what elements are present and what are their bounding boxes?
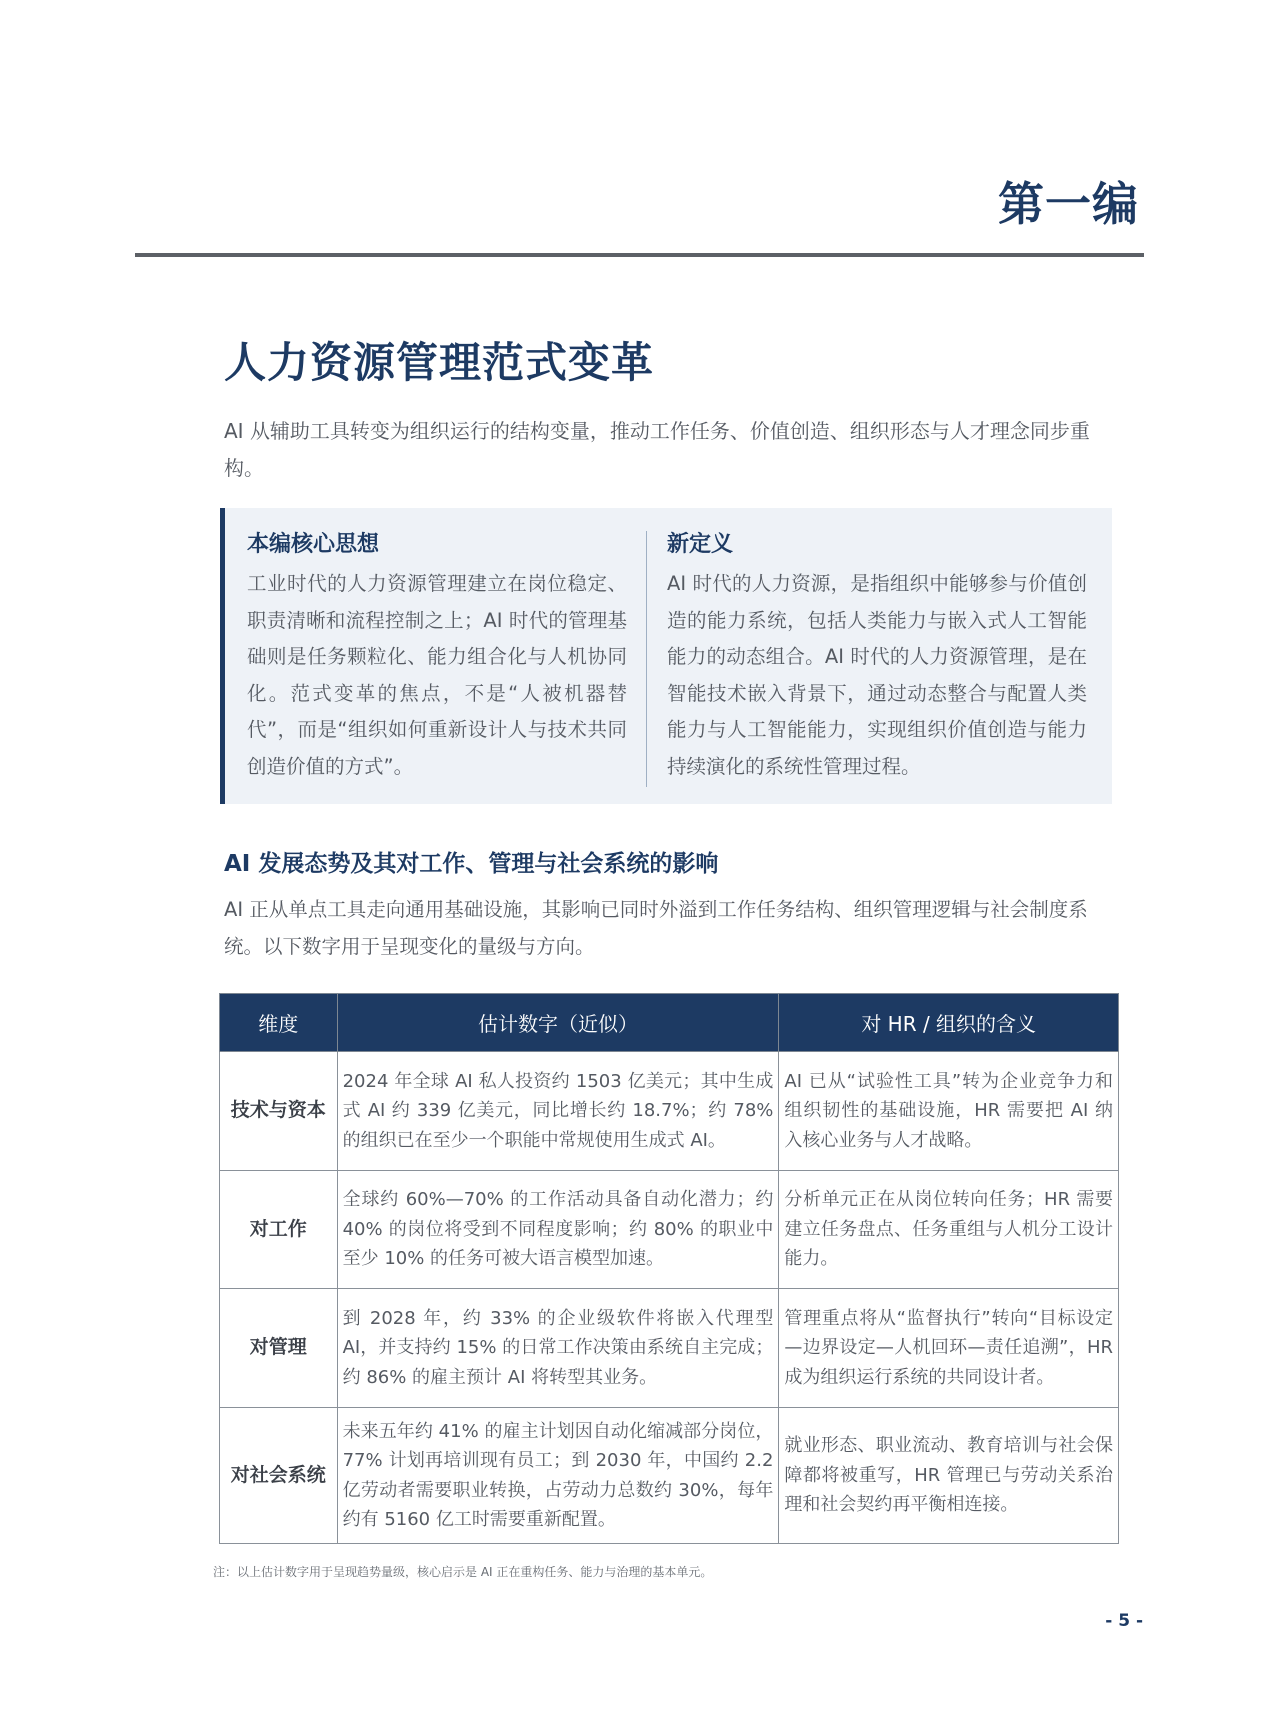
table-header-row — [220, 994, 1119, 1052]
page-number: - 5 - — [1105, 1611, 1143, 1631]
impact-table — [219, 993, 1119, 1544]
lead-paragraph: AI 从辅助工具转变为组织运行的结构变量，推动工作任务、价值创造、组织形态与人才理念同步重构。 — [224, 419, 1090, 480]
header-rule — [135, 253, 1144, 257]
table-note: 注：以上估计数字用于呈现趋势量级，核心启示是 AI 正在重构任务、能力与治理的基本单元。 — [213, 1565, 713, 1579]
section-text: AI 正从单点工具走向通用基础设施，其影响已同时外溢到工作任务结构、组织管理逻辑与社会制度系统。以下数字用于呈现变化的量级与方向。 — [224, 898, 1088, 958]
row-dimension: 技术与资本 — [220, 1052, 338, 1171]
core-ideas-text: 工业时代的人力资源管理建立在岗位稳定、职责清晰和流程控制之上；AI 时代的管理基础则是任务颗粒化、能力组合化与人机协同化。范式变革的焦点，不是“人被机器替代”，而是“组织如何重新设计人与技术共同创造价值的方式”。 — [247, 572, 627, 778]
core-ideas-title: 本编核心思想 — [247, 532, 380, 557]
header-dimension: 维度 — [220, 994, 338, 1052]
new-definition-title: 新定义 — [667, 532, 734, 557]
row-dimension: 对社会系统 — [220, 1408, 338, 1544]
header-figures: 估计数字（近似） — [337, 994, 779, 1052]
row-figures: 到 2028 年，约 33% 的企业级软件将嵌入代理型 AI，并支持约 15% 的日常工作决策由系统自主完成；约 86% 的雇主预计 AI 将转型其业务。 — [337, 1289, 779, 1408]
table-row — [220, 1052, 1119, 1171]
table-row — [220, 1171, 1119, 1289]
header-meaning: 对 HR / 组织的含义 — [779, 994, 1119, 1052]
row-figures: 未来五年约 41% 的雇主计划因自动化缩减部分岗位，77% 计划再培训现有员工；到 2030 年，中国约 2.2 亿劳动者需要职业转换，占劳动力总数约 30%，每年约有 5160 亿工时需要重新配置。 — [337, 1408, 779, 1544]
page-title: 人力资源管理范式变革 — [224, 338, 655, 387]
core-ideas-column — [247, 508, 627, 785]
row-figures: 全球约 60%—70% 的工作活动具备自动化潜力；约 40% 的岗位将受到不同程度影响；约 80% 的职业中至少 10% 的任务可被大语言模型加速。 — [337, 1171, 779, 1289]
table-row — [220, 1289, 1119, 1408]
row-meaning: 管理重点将从“监督执行”转向“目标设定—边界设定—人机回环—责任追溯”，HR 成为组织运行系统的共同设计者。 — [779, 1289, 1119, 1408]
box-divider — [646, 531, 647, 787]
table-row — [220, 1408, 1119, 1544]
row-dimension: 对工作 — [220, 1171, 338, 1289]
row-meaning: 就业形态、职业流动、教育培训与社会保障都将被重写，HR 管理已与劳动关系治理和社会契约再平衡相连接。 — [779, 1408, 1119, 1544]
row-meaning: 分析单元正在从岗位转向任务；HR 需要建立任务盘点、任务重组与人机分工设计能力。 — [779, 1171, 1119, 1289]
row-dimension: 对管理 — [220, 1289, 338, 1408]
part-label: 第一编 — [998, 177, 1139, 231]
core-ideas-box — [220, 508, 1112, 804]
new-definition-column — [667, 508, 1087, 785]
row-meaning: AI 已从“试验性工具”转为企业竞争力和组织韧性的基础设施，HR 需要把 AI 纳入核心业务与人才战略。 — [779, 1052, 1119, 1171]
row-figures: 2024 年全球 AI 私人投资约 1503 亿美元；其中生成式 AI 约 339 亿美元，同比增长约 18.7%；约 78% 的组织已在至少一个职能中常规使用生成式 AI。 — [337, 1052, 779, 1171]
new-definition-text: AI 时代的人力资源，是指组织中能够参与价值创造的能力系统，包括人类能力与嵌入式人工智能能力的动态组合。AI 时代的人力资源管理，是在智能技术嵌入背景下，通过动态整合与配置人类能力与人工智能能力，实现组织价值创造与能力持续演化的系统性管理过程。 — [667, 572, 1087, 778]
section-heading: AI 发展态势及其对工作、管理与社会系统的影响 — [224, 851, 719, 877]
